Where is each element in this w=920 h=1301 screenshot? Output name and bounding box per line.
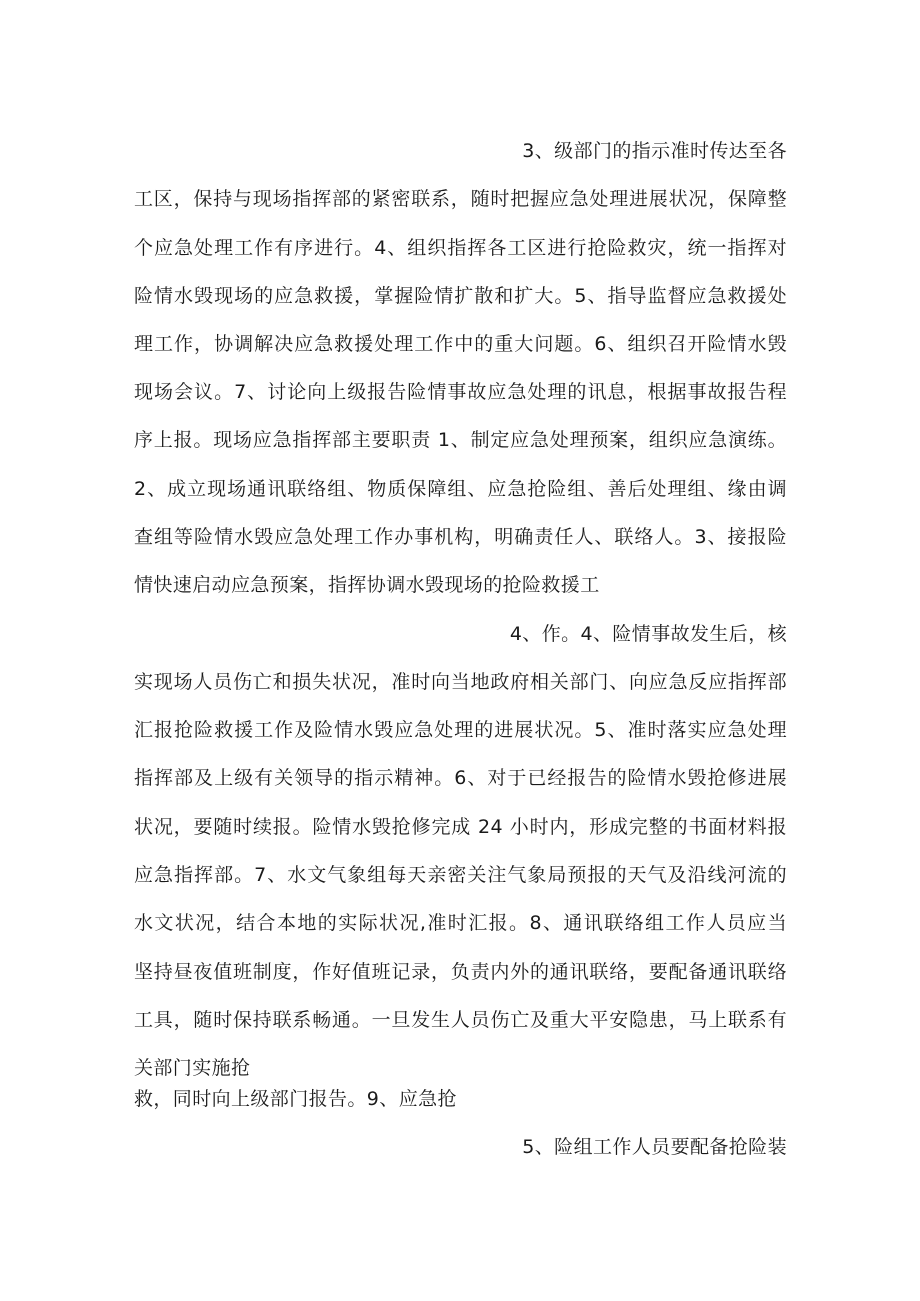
text-line: 查组等险情水毁应急处理工作办事机构，明确责任人、联络人。3、接报险 [134, 526, 787, 548]
text-line: 3、级部门的指示准时传达至各 [522, 140, 787, 162]
text-line: 情快速启动应急预案，指挥协调水毁现场的抢险救援工 [134, 574, 600, 596]
text-line: 关部门实施抢 [134, 1057, 251, 1079]
text-line: 序上报。现场应急指挥部主要职责 1、制定应急处理预案，组织应急演练。 [134, 429, 787, 451]
text-line: 工区，保持与现场指挥部的紧密联系，随时把握应急处理进展状况，保障整 [134, 188, 787, 210]
text-line: 2、成立现场通讯联络组、物质保障组、应急抢险组、善后处理组、缘由调 [134, 478, 787, 500]
text-line: 工具，随时保持联系畅通。一旦发生人员伤亡及重大平安隐患，马上联系有 [134, 1009, 787, 1031]
text-line: 5、险组工作人员要配备抢险装 [522, 1136, 787, 1158]
text-line: 个应急处理工作有序进行。4、组织指挥各工区进行抢险救灾，统一指挥对 [134, 237, 787, 259]
text-line: 指挥部及上级有关领导的指示精神。6、对于已经报告的险情水毁抢修进展 [134, 767, 787, 789]
text-line: 实现场人员伤亡和损失状况，准时向当地政府相关部门、向应急反应指挥部 [134, 671, 787, 693]
text-line: 坚持昼夜值班制度，作好值班记录，负责内外的通讯联络，要配备通讯联络 [134, 961, 787, 983]
text-line: 理工作，协调解决应急救援处理工作中的重大问题。6、组织召开险情水毁 [134, 333, 787, 355]
text-line: 现场会议。7、讨论向上级报告险情事故应急处理的讯息，根据事故报告程 [134, 381, 787, 403]
text-line: 水文状况，结合本地的实际状况,准时汇报。8、通讯联络组工作人员应当 [134, 912, 787, 934]
text-line: 状况，要随时续报。险情水毁抢修完成 24 小时内，形成完整的书面材料报 [134, 816, 787, 838]
text-line: 汇报抢险救援工作及险情水毁应急处理的进展状况。5、准时落实应急处理 [134, 719, 787, 741]
text-line: 应急指挥部。7、水文气象组每天亲密关注气象局预报的天气及沿线河流的 [134, 864, 787, 886]
text-line: 4、作。4、险情事故发生后，核 [509, 623, 787, 645]
text-line: 险情水毁现场的应急救援，掌握险情扩散和扩大。5、指导监督应急救援处 [134, 285, 787, 307]
text-line: 救，同时向上级部门报告。9、应急抢 [134, 1088, 457, 1110]
